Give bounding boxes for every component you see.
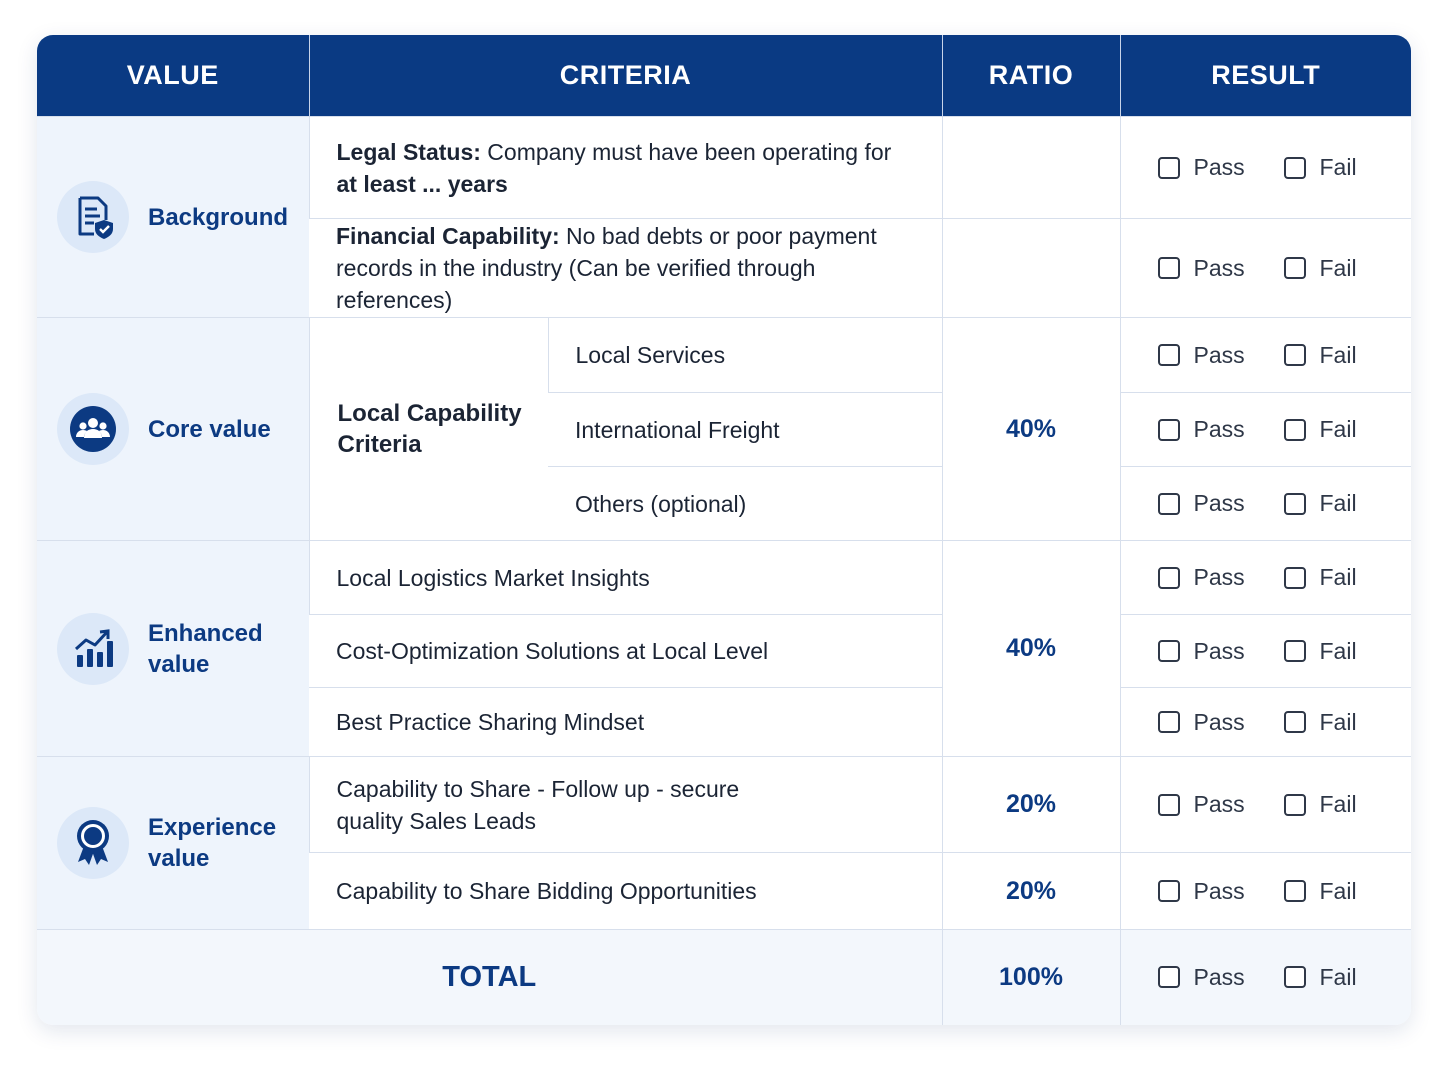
fail-label: Fail bbox=[1319, 490, 1357, 516]
pass-label: Pass bbox=[1193, 254, 1245, 281]
result-cell bbox=[1120, 541, 1411, 615]
column-header-criteria: CRITERIA bbox=[309, 35, 942, 117]
pass-option[interactable] bbox=[1158, 490, 1284, 517]
pass-checkbox[interactable] bbox=[1158, 344, 1180, 366]
fail-option[interactable] bbox=[1284, 709, 1410, 736]
criteria-local-services: Local Services bbox=[548, 318, 942, 393]
criteria-market-insights: Local Logistics Market Insights bbox=[309, 541, 942, 615]
fail-label: Fail bbox=[1319, 341, 1357, 368]
criteria-international-freight: International Freight bbox=[548, 393, 942, 467]
fail-option[interactable] bbox=[1284, 490, 1410, 517]
column-header-ratio: RATIO bbox=[942, 35, 1120, 117]
pass-checkbox[interactable] bbox=[1158, 794, 1180, 816]
criteria-text: Company must have been operating for bbox=[480, 138, 892, 165]
fail-label: Fail bbox=[1319, 708, 1357, 735]
ratio-core: 40% bbox=[942, 318, 1120, 541]
subgroup-local-capability: Local Capability Criteria bbox=[309, 318, 548, 541]
criteria-bidding-opportunities: Capability to Share Bidding Opportunities bbox=[309, 853, 942, 930]
fail-option[interactable] bbox=[1284, 416, 1410, 443]
table-row bbox=[37, 541, 1411, 615]
fail-label: Fail bbox=[1319, 963, 1357, 990]
pass-option[interactable] bbox=[1158, 255, 1284, 282]
fail-label: Fail bbox=[1319, 416, 1357, 442]
result-cell bbox=[1120, 853, 1411, 930]
value-label-enhanced: Enhanced value bbox=[148, 619, 263, 678]
total-ratio: 100% bbox=[942, 930, 1120, 1025]
pass-checkbox[interactable] bbox=[1158, 493, 1180, 515]
fail-checkbox[interactable] bbox=[1284, 880, 1306, 902]
pass-option[interactable] bbox=[1158, 709, 1284, 736]
table-row bbox=[37, 757, 1411, 853]
pass-option[interactable] bbox=[1158, 964, 1284, 991]
criteria-title: Financial Capability: bbox=[336, 223, 560, 249]
pass-label: Pass bbox=[1193, 341, 1245, 368]
pass-label: Pass bbox=[1193, 708, 1245, 735]
pass-option[interactable] bbox=[1158, 878, 1284, 905]
fail-option[interactable] bbox=[1284, 791, 1410, 818]
fail-checkbox[interactable] bbox=[1284, 257, 1306, 279]
pass-checkbox[interactable] bbox=[1158, 640, 1180, 662]
column-header-value: VALUE bbox=[37, 35, 309, 117]
value-cell-core bbox=[37, 318, 309, 541]
ratio-cell-empty bbox=[942, 219, 1120, 318]
result-cell bbox=[1120, 318, 1411, 393]
fail-checkbox[interactable] bbox=[1284, 493, 1306, 515]
fail-checkbox[interactable] bbox=[1284, 640, 1306, 662]
criteria-emphasis: at least ... years bbox=[336, 170, 508, 197]
award-ribbon-icon bbox=[57, 807, 129, 879]
total-label: TOTAL bbox=[37, 930, 942, 1025]
criteria-legal-status bbox=[309, 117, 942, 219]
value-label-experience: Experience value bbox=[148, 814, 277, 872]
value-label-background: Background bbox=[148, 203, 289, 231]
fail-checkbox[interactable] bbox=[1284, 966, 1306, 988]
pass-checkbox[interactable] bbox=[1158, 880, 1180, 902]
value-label-core: Core value bbox=[148, 415, 271, 443]
criteria-cost-optimization: Cost-Optimization Solutions at Local Level bbox=[309, 615, 942, 688]
ratio-bidding: 20% bbox=[942, 853, 1120, 930]
fail-checkbox[interactable] bbox=[1284, 794, 1306, 816]
fail-label: Fail bbox=[1319, 154, 1357, 180]
pass-option[interactable] bbox=[1158, 154, 1284, 181]
fail-label: Fail bbox=[1319, 791, 1357, 817]
fail-checkbox[interactable] bbox=[1284, 711, 1306, 733]
fail-label: Fail bbox=[1319, 564, 1357, 590]
evaluation-table-card bbox=[37, 35, 1411, 1025]
fail-option[interactable] bbox=[1284, 342, 1410, 369]
table-header-row bbox=[37, 35, 1411, 117]
fail-option[interactable] bbox=[1284, 964, 1410, 991]
pass-label: Pass bbox=[1193, 564, 1245, 590]
fail-label: Fail bbox=[1319, 254, 1357, 281]
pass-label: Pass bbox=[1193, 416, 1245, 442]
criteria-best-practice: Best Practice Sharing Mindset bbox=[309, 688, 942, 757]
document-check-icon bbox=[57, 181, 129, 253]
fail-checkbox[interactable] bbox=[1284, 419, 1306, 441]
fail-option[interactable] bbox=[1284, 564, 1410, 591]
total-row bbox=[37, 930, 1411, 1025]
table-row bbox=[37, 117, 1411, 219]
pass-checkbox[interactable] bbox=[1158, 966, 1180, 988]
fail-checkbox[interactable] bbox=[1284, 344, 1306, 366]
pass-label: Pass bbox=[1193, 791, 1245, 817]
result-cell bbox=[1120, 117, 1411, 219]
fail-checkbox[interactable] bbox=[1284, 567, 1306, 589]
result-cell bbox=[1120, 930, 1411, 1025]
result-cell bbox=[1120, 615, 1411, 688]
pass-label: Pass bbox=[1193, 490, 1245, 516]
ratio-enhanced: 40% bbox=[942, 541, 1120, 757]
fail-option[interactable] bbox=[1284, 255, 1410, 282]
criteria-others-optional: Others (optional) bbox=[548, 467, 942, 541]
fail-label: Fail bbox=[1319, 877, 1357, 904]
pass-label: Pass bbox=[1193, 154, 1245, 180]
fail-label: Fail bbox=[1319, 637, 1357, 664]
value-cell-enhanced bbox=[37, 541, 309, 757]
criteria-text: No bad debts or poor payment records in the industry (Can be verified through references) bbox=[336, 223, 877, 313]
result-cell bbox=[1120, 393, 1411, 467]
result-cell bbox=[1120, 467, 1411, 541]
result-cell bbox=[1120, 688, 1411, 757]
pass-checkbox[interactable] bbox=[1158, 157, 1180, 179]
pass-checkbox[interactable] bbox=[1158, 567, 1180, 589]
ratio-cell-empty bbox=[942, 117, 1120, 219]
result-cell bbox=[1120, 219, 1411, 318]
column-header-result: RESULT bbox=[1120, 35, 1411, 117]
pass-checkbox[interactable] bbox=[1158, 419, 1180, 441]
growth-chart-icon bbox=[57, 613, 129, 685]
criteria-text: Capability to Share - Follow up - secure quality Sales Leads bbox=[336, 775, 740, 834]
pass-option[interactable] bbox=[1158, 791, 1284, 818]
pass-label: Pass bbox=[1193, 637, 1245, 664]
fail-option[interactable] bbox=[1284, 638, 1410, 665]
pass-label: Pass bbox=[1193, 877, 1245, 904]
fail-option[interactable] bbox=[1284, 154, 1410, 181]
fail-option[interactable] bbox=[1284, 878, 1410, 905]
value-cell-experience bbox=[37, 757, 309, 930]
evaluation-table bbox=[37, 35, 1411, 1025]
ratio-sales-leads: 20% bbox=[942, 757, 1120, 853]
pass-checkbox[interactable] bbox=[1158, 711, 1180, 733]
criteria-title: Legal Status: bbox=[336, 138, 481, 165]
pass-option[interactable] bbox=[1158, 638, 1284, 665]
pass-option[interactable] bbox=[1158, 416, 1284, 443]
fail-checkbox[interactable] bbox=[1284, 157, 1306, 179]
result-cell bbox=[1120, 757, 1411, 853]
pass-label: Pass bbox=[1193, 963, 1245, 990]
team-icon bbox=[57, 393, 129, 465]
table-row bbox=[37, 318, 1411, 393]
pass-option[interactable] bbox=[1158, 564, 1284, 591]
pass-option[interactable] bbox=[1158, 342, 1284, 369]
criteria-financial-capability bbox=[309, 219, 942, 318]
value-cell-background bbox=[37, 117, 309, 318]
criteria-sales-leads bbox=[309, 757, 942, 853]
pass-checkbox[interactable] bbox=[1158, 257, 1180, 279]
